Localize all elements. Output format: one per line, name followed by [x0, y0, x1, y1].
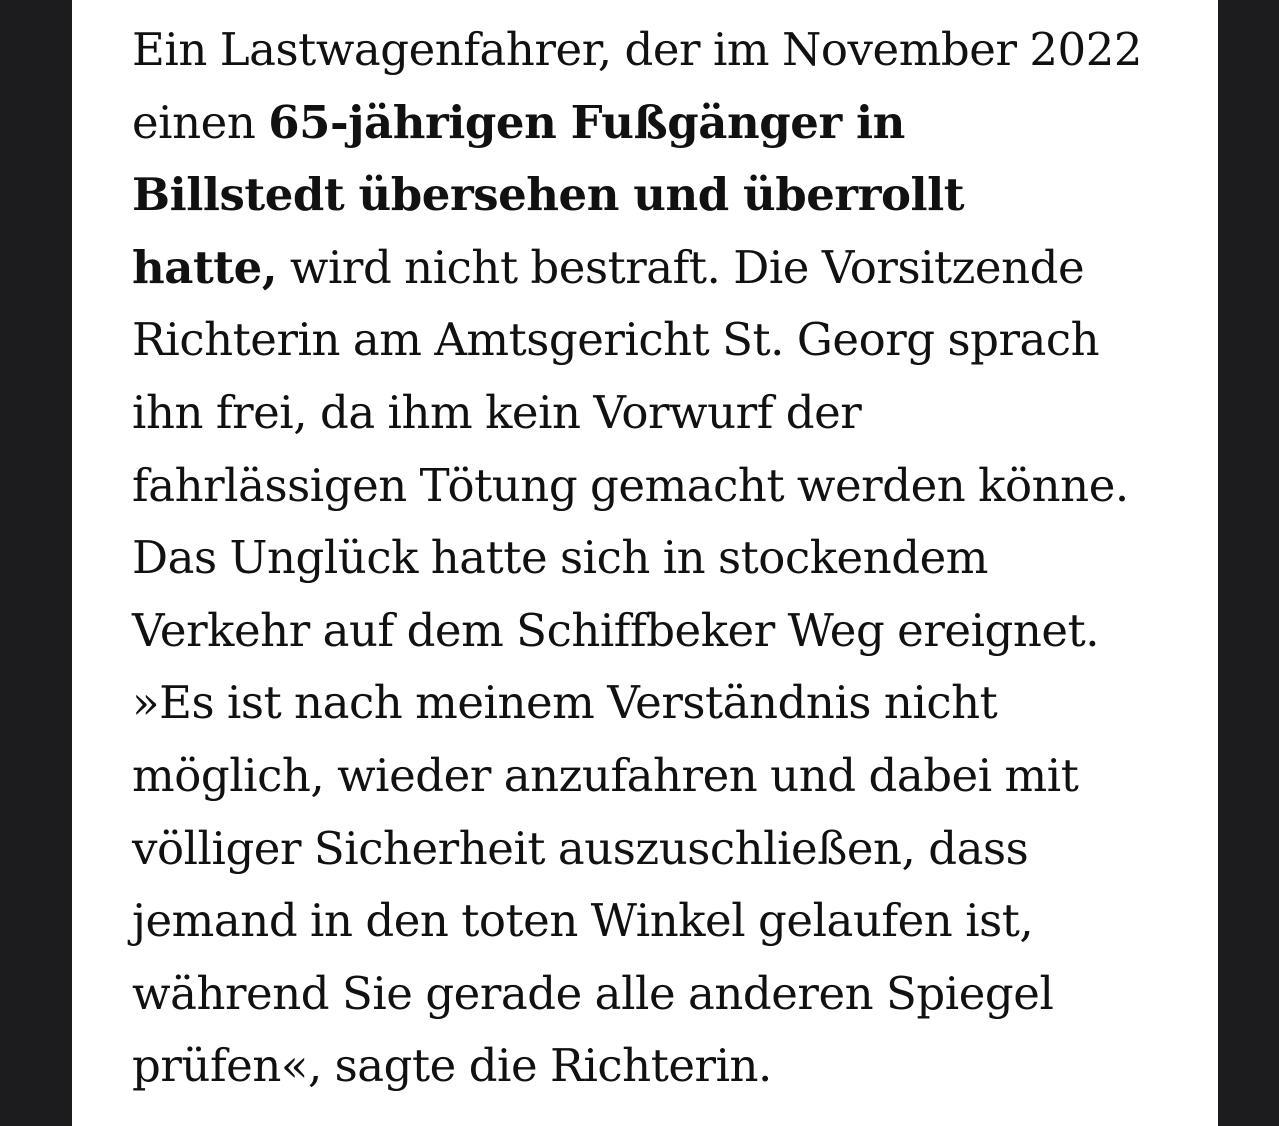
text-line: hatte, wird nicht bestraft. Die Vorsitzende — [132, 240, 1085, 294]
text-line: ihn frei, da ihm kein Vorwurf der — [132, 385, 862, 439]
text-line: Ein Lastwagenfahrer, der im November 2022 — [132, 23, 1143, 76]
text-line: Das Unglück hatte sich in stockendem — [132, 531, 988, 585]
bold-link-text[interactable]: Billstedt übersehen und überrollt — [132, 168, 965, 222]
text-line — [132, 159, 1172, 232]
text-line: möglich, wieder anzufahren und dabei mit — [132, 748, 1079, 802]
text-line: Verkehr auf dem Schiffbeker Weg ereignet. — [132, 603, 1100, 657]
bold-link-text[interactable]: hatte, — [132, 240, 278, 294]
bold-link-text[interactable]: 65-jährigen Fußgänger in — [268, 95, 905, 149]
text-line: völliger Sicherheit auszuschließen, dass — [132, 821, 1029, 875]
text-line: während Sie gerade alle anderen Spiegel — [132, 966, 1054, 1020]
article-paragraph — [132, 14, 1172, 1103]
text-line: »Es ist nach meinem Verständnis nicht — [132, 676, 998, 730]
text-line: jemand in den toten Winkel gelaufen ist, — [132, 894, 1034, 948]
text-line: prüfen«, sagte die Richterin. — [132, 1039, 772, 1093]
text-line: einen 65-jährigen Fußgänger in — [132, 95, 905, 149]
text-line: Richterin am Amtsgericht St. Georg sprach — [132, 313, 1100, 367]
article-page — [72, 0, 1218, 1126]
text-line: fahrlässigen Tötung gemacht werden könne. — [132, 458, 1129, 512]
